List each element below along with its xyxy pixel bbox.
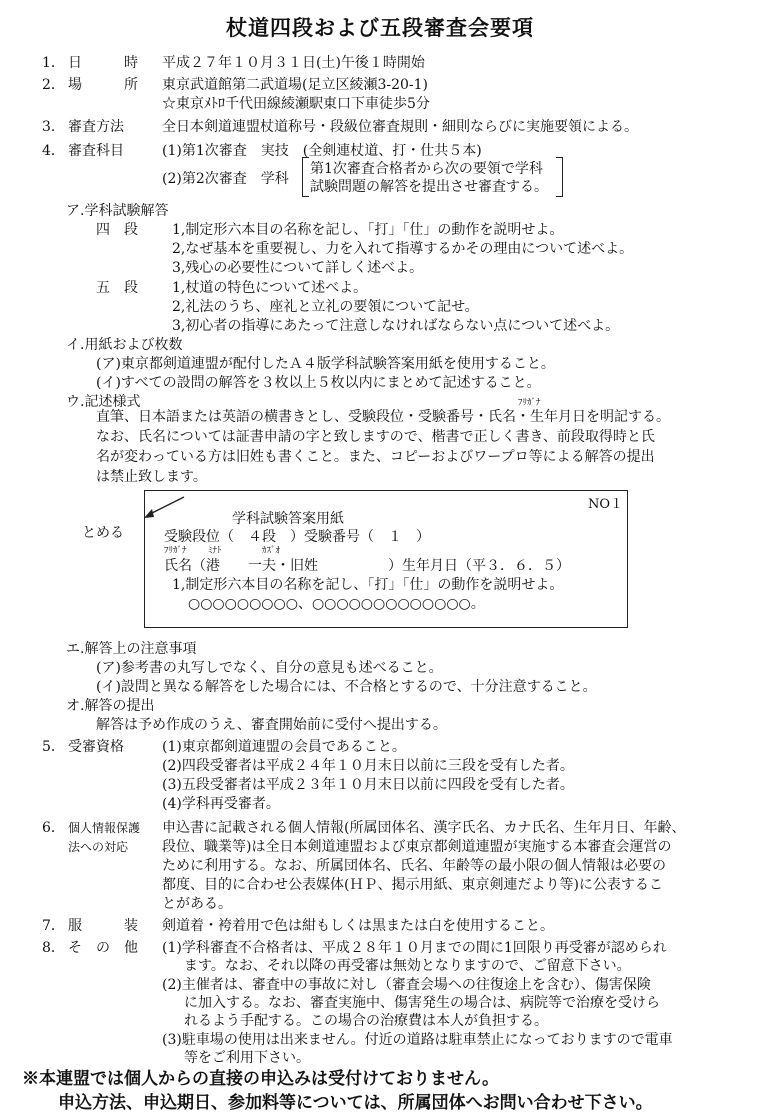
question-4-1: 1,制定形六本目の名称を記し、「打」「仕」の動作を説明せよ。 [172,222,564,238]
item-value-place: 東京武道館第二武道場(足立区綾瀬3-20-1) [162,77,429,93]
dan5-label: 五 段 [96,280,138,296]
eligibility-1: (1)東京都剣道連盟の会員であること。 [162,739,406,755]
ruby-family-name: ﾐﾅﾄ [208,546,222,556]
question-5-3: 3,初心者の指導にあたって注意しなければならない点について述べよ。 [172,318,620,334]
item-number: 1． [42,55,65,71]
privacy-line-3: ために利用する。なお、所属団体名、氏名、年齢等の最小限の個人情報は必要の [162,858,666,874]
item-label-privacy-2: 法への対応 [68,840,129,854]
submission-note: 解答は予め作成のうえ、審査開始前に受付へ提出する。 [96,717,447,733]
document-title: 杖道四段および五段審査会要項 [226,15,534,40]
dan4-label: 四 段 [96,222,138,238]
question-5-1: 1,杖道の特色について述べよ。 [172,280,368,296]
ruby-furigana: ﾌﾘｶﾞﾅ [164,546,187,556]
item-number: 8． [42,940,65,956]
furigana-note: ﾌﾘｶﾞﾅ [518,398,541,408]
section-u-heading: ウ.記述様式 [66,394,141,410]
item-number: 2． [42,77,65,93]
privacy-line-1: 申込書に記載される個人情報(所属団体名、漢字氏名、カナ氏名、生年月日、年齢、 [162,820,686,836]
subject-2: (2)第2次審査 学科 [162,171,289,187]
item-label-other: そ の 他 [68,940,138,956]
sheet-answer-line: ○○○○○○○○○、○○○○○○○○○○○○○。 [188,596,485,612]
other-3-line-2: 等をご利用下さい。 [184,1050,310,1066]
privacy-line-2: 段位、職業等)は全日本剣道連盟および東京都剣道連盟が実施する本審査会運営の [162,839,672,855]
other-1-line-2: ます。なお、それ以降の再受審は無効となりますので、ご留意下さい。 [184,958,631,974]
paper-rule-2: (イ)すべての設問の解答を３枚以上５枚以内にまとめて記述すること。 [96,375,541,391]
staple-label: とめる [82,525,124,541]
other-2-line-2: に加入する。なお、審査実施中、傷害発生の場合は、病院等で治療を受けら [184,995,660,1011]
item-number: 6． [42,820,65,836]
eligibility-4: (4)学科再受審者。 [162,796,280,812]
sheet-number: NO１ [588,497,624,512]
sheet-grade-line: 受験段位（ ４段 ）受験番号（ １ ） [164,529,430,545]
sheet-question-line: 1,制定形六本目の名称を記し、「打」「仕」の動作を説明せよ。 [172,577,564,593]
item-label-place: 場 所 [68,77,138,93]
section-e-heading: エ.解答上の注意事項 [66,641,197,657]
question-4-2: 2,なぜ基本を重要視し、力を入れて指導するかその理由について述べよ。 [172,241,634,257]
item-number: 3． [42,119,65,135]
eligibility-3: (3)五段受審者は平成２３年１０月末日以前に四段を受有した者。 [162,777,574,793]
format-paragraph-3: 名が変わっている方は旧姓も書くこと。また、コピーおよびワープロ等による解答の提出 [96,449,655,465]
caution-1: (ア)参考書の丸写しでなく、自分の意見も述べること。 [96,660,443,676]
question-4-3: 3,残心の必要性について詳しく述べよ。 [172,260,424,276]
privacy-line-4: 都度、目的に合わせ公表媒体(ＨＰ、掲示用紙、東京剣連だより等)に公表するこ [162,877,663,893]
item-label-date: 日 時 [68,55,138,71]
item-label-eligibility: 受審資格 [68,739,124,755]
section-i-heading: イ.用紙および枚数 [66,337,183,353]
item-label-attire: 服 装 [68,918,138,934]
format-paragraph-4: は禁止致します。 [96,469,207,485]
other-2-line-1: (2)主催者は、審査中の事故に対し（審査会場への往復途上を含む）、傷害保険 [162,977,651,993]
other-2-line-3: れるよう手配する。この場合の治療費は本人が負担する。 [184,1013,548,1029]
privacy-line-5: とがある。 [162,896,232,912]
item-value-access: ☆東京ﾒﾄﾛ千代田線綾瀬駅東口下車徒歩5分 [162,96,430,112]
section-a-heading: ア.学科試験解答 [66,203,169,219]
item-number: 5． [42,739,65,755]
item-number: 4． [42,143,65,159]
item-label-subjects: 審査科目 [68,143,124,159]
item-value-method: 全日本剣道連盟杖道称号・段級位審査規則・細則ならびに実施要領による。 [162,119,638,135]
subject-2-detail-1: 第1次審査合格者から次の要領で学科 [310,161,543,177]
paper-rule-1: (ア)東京都剣道連盟が配付したＡ４版学科試験答案用紙を使用すること。 [96,356,555,372]
sheet-name-line: 氏名（港 一夫・旧姓 ）生年月日（平３．６．５） [164,558,570,574]
item-label-method: 審査方法 [68,119,124,135]
caution-2: (イ)設問と異なる解答をした場合には、不合格とするので、十分注意すること。 [96,679,597,695]
format-paragraph-2: なお、氏名については証書申請の字と致しますので、楷書で正しく書き、前段取得時と氏 [96,429,655,445]
ruby-given-name: ｶｽﾞｵ [262,546,281,556]
subject-2-detail-2: 試験問題の解答を提出させ審査する。 [310,179,548,195]
format-paragraph-1: 直筆、日本語または英語の横書きとし、受験段位・受験番号・氏名・生年月日を明記する。 [96,409,670,425]
question-5-2: 2,礼法のうち、座礼と立礼の要領について記せ。 [172,299,479,315]
item-number: 7． [42,918,65,934]
other-1-line-1: (1)学科審査不合格者は、平成２８年１０月までの間に1回限り再受審が認められ [162,940,667,956]
attire-text: 剣道着・袴着用で色は紺もしくは黒または白を使用すること。 [162,918,554,934]
item-value-date: 平成２７年１０月３１日(土)午後１時開始 [162,55,425,71]
sheet-title: 学科試験答案用紙 [232,511,344,527]
subject-1: (1)第1次審査 実技 (全剣連杖道、打・仕共５本) [162,143,482,159]
eligibility-2: (2)四段受審者は平成２４年１０月末日以前に三段を受有した者。 [162,758,574,774]
notice-line-1: ※本連盟では個人からの直接の申込みは受付けておりません。 [22,1069,500,1089]
other-3-line-1: (3)駐車場の使用は出来ません。付近の道路は駐車禁止になっておりますので電車 [162,1032,673,1048]
notice-line-2: 申込方法、申込期日、参加料等については、所属団体へお問い合わせ下さい。 [58,1093,653,1113]
section-o-heading: オ.解答の提出 [66,698,155,714]
item-label-privacy-1: 個人情報保護 [68,821,141,835]
